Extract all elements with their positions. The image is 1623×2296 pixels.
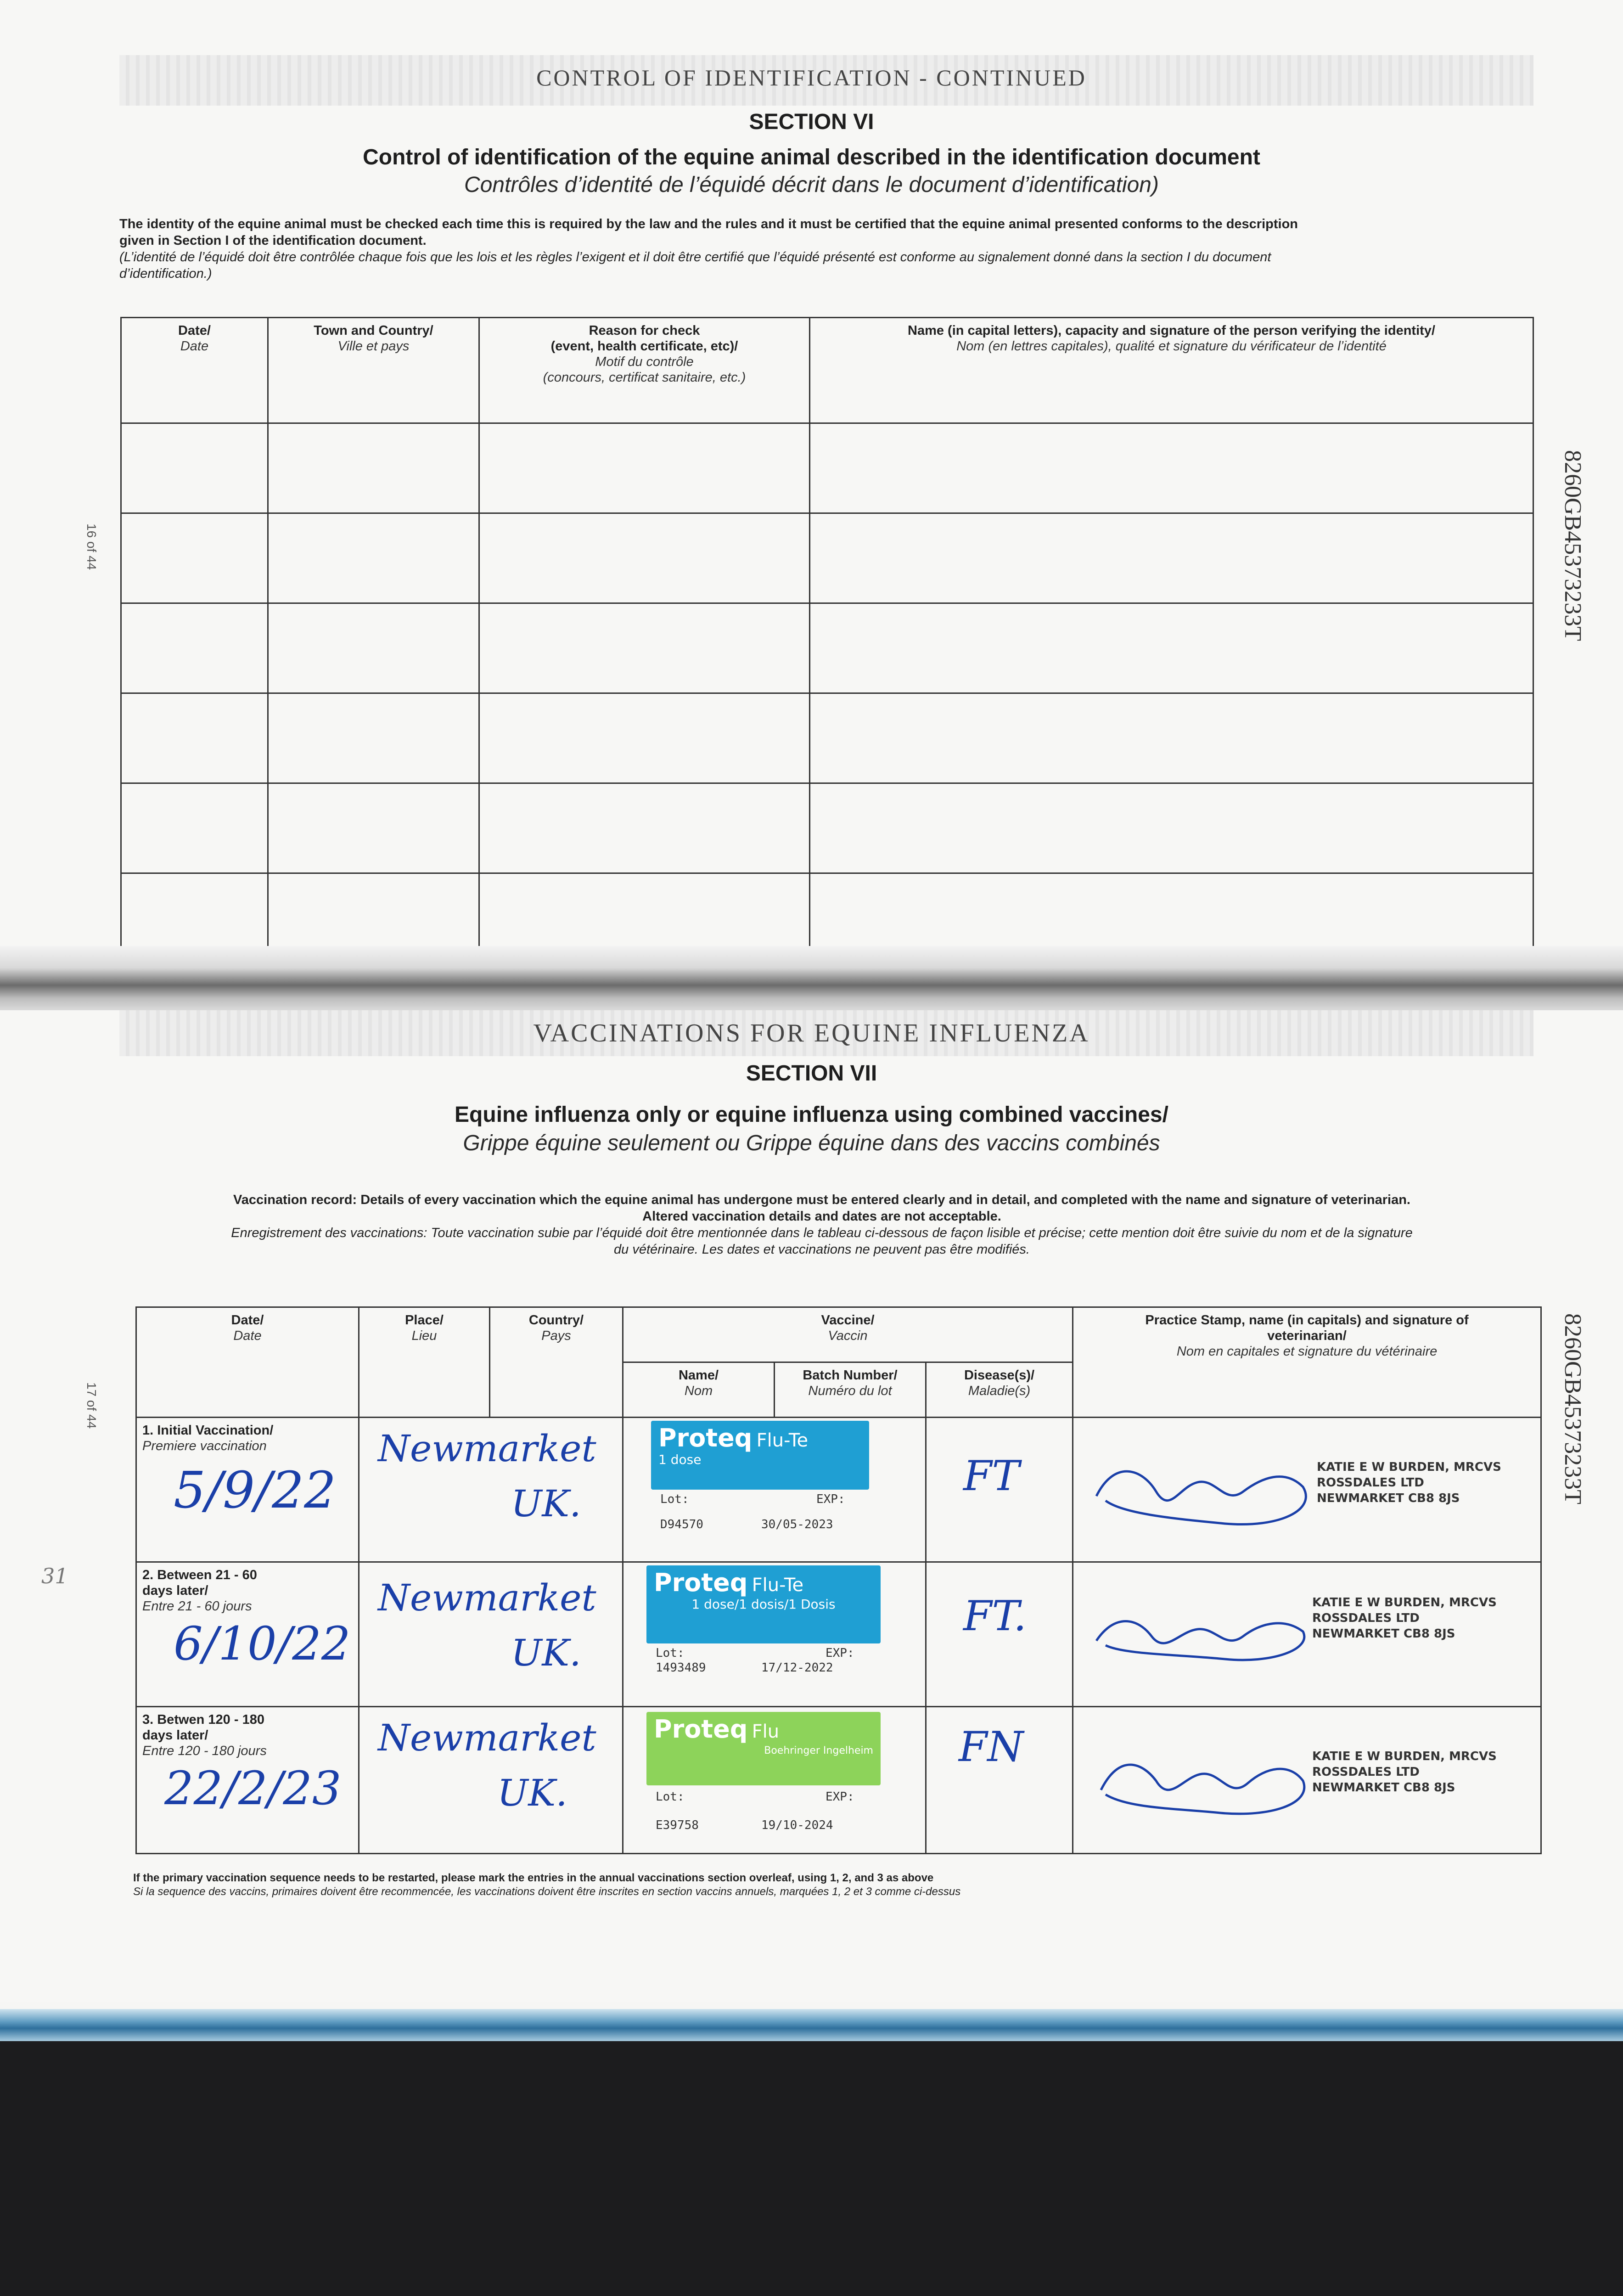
stamp-line3: NEWMARKET CB8 8JS xyxy=(1312,1627,1455,1641)
vaccine-sticker xyxy=(646,1712,881,1785)
sticker-dose: 1 dose/1 dosis/1 Dosis xyxy=(691,1597,836,1612)
row-label-en2: days later/ xyxy=(142,1728,208,1743)
vaccine-sticker xyxy=(646,1565,881,1643)
intro-fr-line1: Enregistrement des vaccinations: Toute vaccination subie par l’équidé doit être mentionnée dans le tableau ci-dessous de façon lisible et précise; cette mention doit être suivie du nom et de la signature xyxy=(231,1226,1413,1240)
document-id-vertical: 8260GB45373233T xyxy=(1560,450,1586,641)
table-row xyxy=(121,513,1533,603)
signature xyxy=(1087,1590,1317,1673)
vaccine-sticker xyxy=(651,1421,869,1490)
handwritten-country: UK. xyxy=(511,1482,581,1525)
cover-edge xyxy=(0,2009,1623,2041)
lot-number: D94570 xyxy=(660,1518,703,1531)
margin-annotation: 31 xyxy=(41,1564,68,1588)
exp-label: EXP: xyxy=(816,1492,845,1506)
table-row xyxy=(121,693,1533,783)
empty-cell[interactable] xyxy=(810,423,1533,513)
row-date-cell[interactable] xyxy=(136,1707,359,1854)
vaccination-table xyxy=(135,1306,1542,1854)
empty-cell[interactable] xyxy=(810,783,1533,873)
scan-background xyxy=(0,2041,1623,2296)
empty-cell[interactable] xyxy=(479,783,810,873)
expiry-date: 30/05-2023 xyxy=(761,1518,833,1531)
sticker-product: Flu-Te xyxy=(752,1575,804,1596)
handwritten-place: Newmarket xyxy=(378,1576,596,1619)
table-row xyxy=(121,423,1533,513)
row-label-en: 1. Initial Vaccination/ xyxy=(142,1423,274,1438)
intro-en-line1: Vaccination record: Details of every vaccination which the equine animal has undergone must be entered clearly and in detail, and completed with the name and signature of veterinarian. xyxy=(233,1193,1410,1207)
stamp-line1: KATIE E W BURDEN, MRCVS xyxy=(1312,1596,1497,1609)
row-label-fr: Entre 21 - 60 jours xyxy=(142,1599,252,1614)
row-vet-cell[interactable] xyxy=(1073,1562,1541,1707)
lot-label: Lot: xyxy=(656,1646,685,1660)
row-label-en2: days later/ xyxy=(142,1583,208,1598)
row-vet-cell[interactable] xyxy=(1073,1707,1541,1854)
practice-stamp xyxy=(1312,1595,1497,1642)
table-row xyxy=(121,603,1533,693)
row-label-en: 3. Betwen 120 - 180 xyxy=(142,1712,264,1727)
sticker-manufacturer: Boehringer Ingelheim xyxy=(764,1745,873,1756)
sticker-dose: 1 dose xyxy=(658,1452,702,1467)
stamp-line3: NEWMARKET CB8 8JS xyxy=(1312,1781,1455,1795)
handwritten-date: 5/9/22 xyxy=(174,1461,337,1519)
stamp-line2: ROSSDALES LTD xyxy=(1312,1765,1420,1779)
handwritten-country: UK. xyxy=(497,1772,567,1814)
footnote-en: If the primary vaccination sequence needs to be restarted, please mark the entries in the annual vaccinations section overleaf, using 1, 2, and 3 as above xyxy=(133,1872,934,1884)
section-subtitle-en: Control of identification of the equine animal described in the identification document xyxy=(363,145,1260,169)
row-place-country-cell[interactable] xyxy=(359,1707,623,1854)
handwritten-place: Newmarket xyxy=(378,1427,596,1470)
empty-cell[interactable] xyxy=(121,513,268,603)
empty-cell[interactable] xyxy=(810,513,1533,603)
section-title: SECTION VII xyxy=(746,1061,877,1086)
sticker-product: Flu-Te xyxy=(756,1430,809,1451)
intro-fr-line2: du vétérinaire. Les dates et vaccinations ne peuvent pas être modifiés. xyxy=(614,1242,1030,1257)
col-vaccine: Vaccine/ Vaccin xyxy=(623,1307,1073,1362)
signature xyxy=(1087,1441,1317,1533)
handwritten-disease: FT. xyxy=(963,1592,1027,1640)
col-vaccine-name: Name/ Nom xyxy=(623,1362,775,1418)
footnote-fr: Si la sequence des vaccins, primaires doivent être recommencée, les vaccinations doivent être inscrites en section vaccins annuels, marquées 1, 2 et 3 comme ci-dessus xyxy=(133,1885,961,1898)
empty-cell[interactable] xyxy=(810,873,1533,958)
practice-stamp xyxy=(1312,1749,1497,1795)
row-label-fr: Premiere vaccination xyxy=(142,1439,267,1453)
intro-en-line2: given in Section I of the identification document. xyxy=(119,233,427,248)
col-date: Date/ Date xyxy=(121,318,268,423)
handwritten-country: UK. xyxy=(511,1632,581,1674)
table-header-row xyxy=(136,1307,1541,1362)
footnote xyxy=(133,1871,1538,1899)
col-reason: Reason for check (event, health certificate, etc)/ Motif du contrôle (concours, certificat sanitaire, etc.) xyxy=(479,318,810,423)
row-vaccine-sticker-cell[interactable] xyxy=(623,1707,926,1854)
bottom-page xyxy=(0,1010,1623,2002)
lot-label: Lot: xyxy=(656,1790,685,1804)
sticker-product: Flu xyxy=(752,1721,780,1742)
sticker-brand: Proteq xyxy=(654,1715,748,1744)
row-date-cell[interactable] xyxy=(136,1418,359,1562)
expiry-date: 19/10-2024 xyxy=(761,1818,833,1832)
handwritten-place: Newmarket xyxy=(378,1716,596,1759)
intro-paragraph xyxy=(119,1192,1524,1258)
empty-cell[interactable] xyxy=(810,693,1533,783)
empty-cell[interactable] xyxy=(121,603,268,693)
page-number: 17 of 44 xyxy=(84,1382,99,1429)
empty-cell[interactable] xyxy=(810,603,1533,693)
intro-fr-line2: d’identification.) xyxy=(119,266,212,281)
col-batch-number: Batch Number/ Numéro du lot xyxy=(775,1362,926,1418)
band-title: CONTROL OF IDENTIFICATION - CONTINUED xyxy=(536,65,1087,90)
col-place: Place/ Lieu xyxy=(359,1307,490,1418)
empty-cell[interactable] xyxy=(268,873,479,958)
handwritten-disease: FN xyxy=(959,1723,1024,1771)
stamp-line3: NEWMARKET CB8 8JS xyxy=(1317,1491,1460,1505)
empty-cell[interactable] xyxy=(268,513,479,603)
table-row xyxy=(136,1707,1541,1854)
stamp-line2: ROSSDALES LTD xyxy=(1317,1476,1424,1490)
lot-label: Lot: xyxy=(660,1492,689,1506)
empty-cell[interactable] xyxy=(268,423,479,513)
empty-cell[interactable] xyxy=(479,423,810,513)
row-disease-cell[interactable] xyxy=(926,1418,1073,1562)
row-label-fr: Entre 120 - 180 jours xyxy=(142,1744,267,1758)
band-title: VACCINATIONS FOR EQUINE INFLUENZA xyxy=(533,1019,1090,1047)
section-subtitle-fr: Contrôles d’identité de l’équidé décrit dans le document d’identification) xyxy=(464,173,1159,197)
stamp-line1: KATIE E W BURDEN, MRCVS xyxy=(1317,1460,1501,1474)
empty-cell[interactable] xyxy=(268,783,479,873)
empty-cell[interactable] xyxy=(479,873,810,958)
sticker-brand: Proteq xyxy=(658,1424,753,1452)
table-row xyxy=(121,873,1533,958)
table-header-row xyxy=(121,318,1533,423)
table-row xyxy=(136,1418,1541,1562)
lot-number: 1493489 xyxy=(656,1661,706,1675)
row-date-cell[interactable] xyxy=(136,1562,359,1707)
row-disease-cell[interactable] xyxy=(926,1707,1073,1854)
sticker-brand: Proteq xyxy=(654,1568,748,1597)
stamp-line2: ROSSDALES LTD xyxy=(1312,1611,1420,1625)
row-label-en: 2. Between 21 - 60 xyxy=(142,1568,257,1582)
identification-check-table xyxy=(120,317,1534,958)
handwritten-date: 6/10/22 xyxy=(174,1617,351,1671)
col-verifier: Name (in capital letters), capacity and signature of the person verifying the identity/ Nom (en lettres capitales), qualité et signature du vérificateur de l’identité xyxy=(810,318,1533,423)
empty-cell[interactable] xyxy=(479,693,810,783)
top-page xyxy=(0,0,1623,960)
intro-paragraph xyxy=(119,216,1524,282)
signature xyxy=(1087,1735,1317,1827)
empty-cell[interactable] xyxy=(479,603,810,693)
table-row xyxy=(136,1562,1541,1707)
intro-en-line2: Altered vaccination details and dates are not acceptable. xyxy=(642,1209,1001,1224)
col-town-country: Town and Country/ Ville et pays xyxy=(268,318,479,423)
empty-cell[interactable] xyxy=(121,873,268,958)
lot-number: E39758 xyxy=(656,1818,699,1832)
col-vet: Practice Stamp, name (in capitals) and signature of veterinarian/ Nom en capitales et signature du vétérinaire xyxy=(1073,1307,1541,1418)
expiry-date: 17/12-2022 xyxy=(761,1661,833,1675)
empty-cell[interactable] xyxy=(479,513,810,603)
empty-cell[interactable] xyxy=(268,693,479,783)
col-disease: Disease(s)/ Maladie(s) xyxy=(926,1362,1073,1418)
intro-fr-line1: (L’identité de l’équidé doit être contrôlée chaque fois que les lois et les règles l’exigent et il doit être certifié que l’équidé présenté est conforme au signalement donné dans la section I du document xyxy=(119,250,1271,264)
page-number: 16 of 44 xyxy=(84,523,99,570)
handwritten-date: 22/2/23 xyxy=(164,1761,342,1815)
table-row xyxy=(121,783,1533,873)
section-subtitle-en: Equine influenza only or equine influenza using combined vaccines/ xyxy=(455,1103,1168,1127)
empty-cell[interactable] xyxy=(121,783,268,873)
handwritten-disease: FT xyxy=(963,1452,1020,1500)
empty-cell[interactable] xyxy=(121,423,268,513)
empty-cell[interactable] xyxy=(121,693,268,783)
row-place-country-cell[interactable] xyxy=(359,1562,623,1707)
row-vaccine-sticker-cell[interactable] xyxy=(623,1418,926,1562)
section-title: SECTION VI xyxy=(749,110,874,134)
row-vaccine-sticker-cell[interactable] xyxy=(623,1562,926,1707)
exp-label: EXP: xyxy=(826,1646,854,1660)
row-disease-cell[interactable] xyxy=(926,1562,1073,1707)
document-id-vertical: 8260GB45373233T xyxy=(1560,1313,1586,1504)
col-date: Date/ Date xyxy=(136,1307,359,1418)
row-vet-cell[interactable] xyxy=(1073,1418,1541,1562)
stamp-line1: KATIE E W BURDEN, MRCVS xyxy=(1312,1750,1497,1763)
section-subtitle-fr: Grippe équine seulement ou Grippe équine dans des vaccins combinés xyxy=(463,1131,1160,1155)
row-place-country-cell[interactable] xyxy=(359,1418,623,1562)
empty-cell[interactable] xyxy=(268,603,479,693)
col-country: Country/ Pays xyxy=(490,1307,623,1418)
intro-en-line1: The identity of the equine animal must be checked each time this is required by the law and the rules and it must be certified that the equine animal presented conforms to the description xyxy=(119,217,1298,231)
practice-stamp xyxy=(1317,1459,1501,1506)
exp-label: EXP: xyxy=(826,1790,854,1804)
